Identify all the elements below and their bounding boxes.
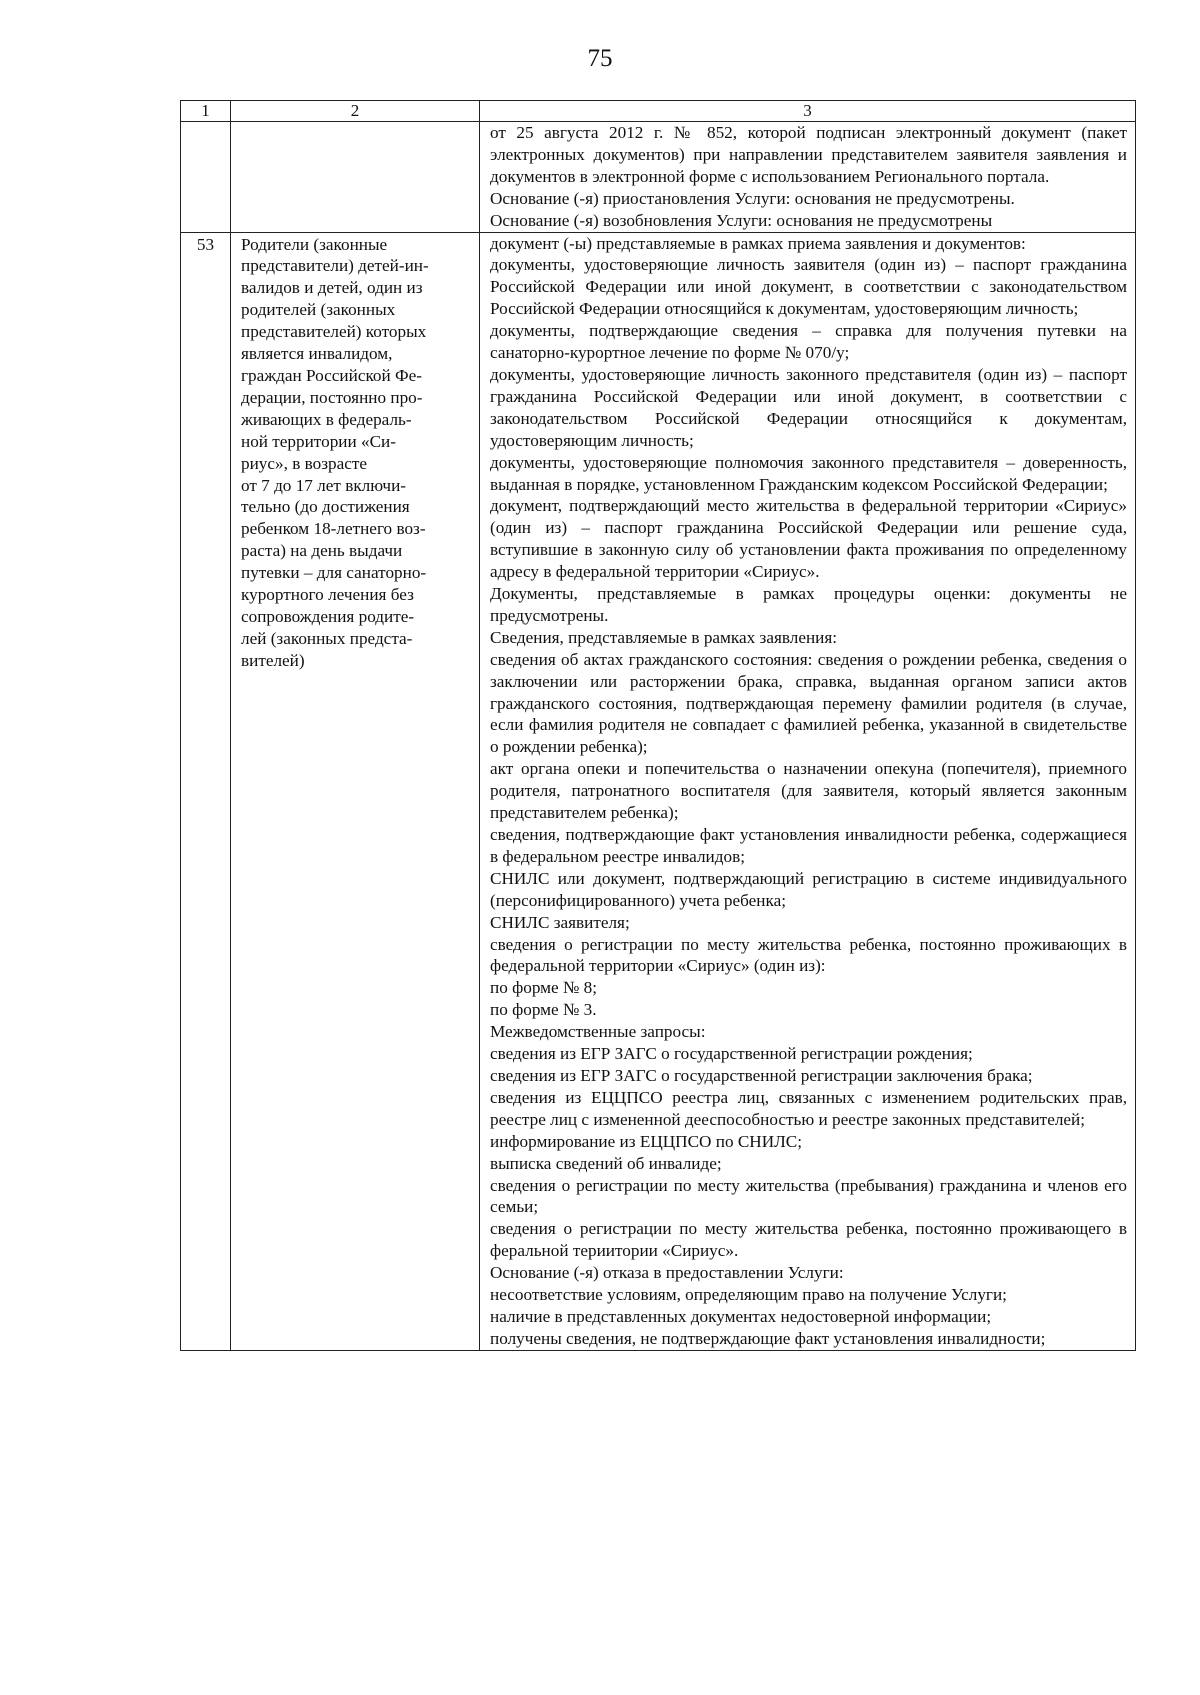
paragraph: документы, удостоверяющие личность законного представителя (один из) – паспорт гражданина Российской Федерации или иной документ, в соответствии с законодательством Российской Федерации относящийся к документам, удостоверяющим личность;	[490, 364, 1127, 450]
paragraph: Основание (-я) возобновления Услуги: основания не предусмотрены	[490, 210, 993, 230]
category-line: живающих в федераль-	[241, 409, 412, 429]
category-line: дерации, постоянно про-	[241, 387, 423, 407]
paragraph: Документы, представляемые в рамках процедуры оценки: документы не предусмотрены.	[490, 584, 1127, 625]
category-line: представителей) которых	[241, 322, 427, 342]
paragraph: Основание (-я) отказа в предоставлении Услуги:	[490, 1263, 844, 1283]
paragraph: сведения из ЕГР ЗАГС о государственной регистрации рождения;	[490, 1044, 973, 1064]
category-line: путевки – для санаторно-	[241, 563, 427, 583]
paragraph: документы, удостоверяющие личность заявителя (один из) – паспорт гражданина Российской Федерации или иной документ, в соответствии с законодательством Российской Федерации относящийся к документам, удостоверяющим личность;	[490, 255, 1127, 319]
category-line: от 7 до 17 лет включи-	[241, 475, 406, 495]
category-line: является инвалидом,	[241, 344, 393, 364]
category-line: вителей)	[241, 650, 305, 670]
paragraph: документ (-ы) представляемые в рамках приема заявления и документов:	[490, 233, 1026, 253]
paragraph: от 25 августа 2012 г. № 852, которой подписан электронный документ (пакет электронных документов) при направлении представителем заявителя заявления и документов в электронной форме с использованием Регионального портала.	[490, 123, 1127, 186]
category-cell	[231, 122, 480, 233]
category-line: сопровождения родите-	[241, 606, 415, 626]
description-cell	[480, 122, 1136, 233]
column-header-1: 1	[181, 101, 231, 122]
paragraph: получены сведения, не подтверждающие факт установления инвалидности;	[490, 1328, 1046, 1348]
table-row-53	[181, 232, 1136, 1350]
paragraph: несоответствие условиям, определяющим право на получение Услуги;	[490, 1285, 1007, 1305]
category-line: раста) на день выдачи	[241, 541, 403, 561]
category-line: валидов и детей, один из	[241, 278, 423, 298]
category-cell	[231, 232, 480, 1350]
paragraph: сведения о регистрации по месту жительства ребенка, постоянно проживающих в федеральной территории «Сириус» (один из):	[490, 934, 1127, 976]
column-header-2: 2	[231, 101, 480, 122]
paragraph: по форме № 8;	[490, 978, 598, 998]
category-line: ребенком 18-летнего воз-	[241, 519, 426, 539]
category-line: тельно (до достижения	[241, 497, 410, 517]
category-line: ной территории «Си-	[241, 431, 396, 451]
category-line: лей (законных предста-	[241, 628, 413, 648]
paragraph: Сведения, представляемые в рамках заявления:	[490, 627, 838, 647]
row-number-cell: 53	[181, 232, 231, 1350]
paragraph: сведения из ЕЦЦПСО реестра лиц, связанных с изменением родительских прав, реестре лиц с измененной дееспособностью и реестре законных представителей;	[490, 1087, 1127, 1129]
category-line: родителей (законных	[241, 300, 396, 320]
paragraph: информирование из ЕЦЦПСО по СНИЛС;	[490, 1131, 803, 1151]
category-line: курортного лечения без	[241, 585, 414, 605]
paragraph: выписка сведений об инвалиде;	[490, 1153, 722, 1173]
header-row	[181, 101, 1136, 122]
description-cell	[480, 232, 1136, 1350]
paragraph: СНИЛС или документ, подтверждающий регистрацию в системе индивидуального (персонифицированного) учета ребенка;	[490, 868, 1127, 910]
page-number: 75	[587, 45, 613, 72]
paragraph: СНИЛС заявителя;	[490, 912, 630, 932]
paragraph: сведения об актах гражданского состояния: сведения о рождении ребенка, сведения о заключении или расторжении брака, справка, выданная органом записи актов гражданского состояния, подтверждающая перемену фамилии родителя (в случае, если фамилия родителя не совпадает с фамилией ребенка, указанной в свидетельстве о рождении ребенка);	[490, 649, 1127, 757]
category-line: граждан Российской Фе-	[241, 365, 422, 385]
paragraph: акт органа опеки и попечительства о назначении опекуна (попечителя), приемного родителя, патронатного воспитателя (для заявителя, который является законным представителем ребенка);	[490, 759, 1127, 823]
category-line: Родители (законные	[241, 234, 388, 254]
row-number-cell	[181, 122, 231, 233]
paragraph: наличие в представленных документах недостоверной информации;	[490, 1306, 992, 1326]
paragraph: сведения, подтверждающие факт установления инвалидности ребенка, содержащиеся в федеральном реестре инвалидов;	[490, 825, 1127, 866]
paragraph: документы, подтверждающие сведения – справка для получения путевки на санаторно-курортное лечение по форме № 070/у;	[490, 321, 1127, 363]
column-header-3: 3	[480, 101, 1136, 122]
paragraph: сведения о регистрации по месту жительства ребенка, постоянно проживающего в феральной териитории «Сириус».	[490, 1219, 1127, 1261]
paragraph: документы, удостоверяющие полномочия законного представителя – доверенность, выданная в порядке, установленном Гражданским кодексом Российской Федерации;	[490, 452, 1127, 494]
paragraph: сведения о регистрации по месту жительства (пребывания) гражданина и членов его семьи;	[490, 1175, 1127, 1217]
paragraph: по форме № 3.	[490, 1000, 597, 1020]
paragraph: Основание (-я) приостановления Услуги: основания не предусмотрены.	[490, 188, 1015, 208]
category-line: риус», в возрасте	[241, 453, 367, 473]
category-line: представители) детей-ин-	[241, 256, 429, 276]
paragraph: сведения из ЕГР ЗАГС о государственной регистрации заключения брака;	[490, 1065, 1033, 1085]
table-row-continuation	[181, 122, 1136, 233]
paragraph: Межведомственные запросы:	[490, 1022, 706, 1042]
services-table	[180, 100, 1136, 1351]
paragraph: документ, подтверждающий место жительства в федеральной территории «Сириус» (один из) – паспорт гражданина Российской Федерации или решение суда, вступившие в законную силу об установлении факта проживания по определенному адресу в федеральной территории «Сириус».	[490, 496, 1127, 582]
